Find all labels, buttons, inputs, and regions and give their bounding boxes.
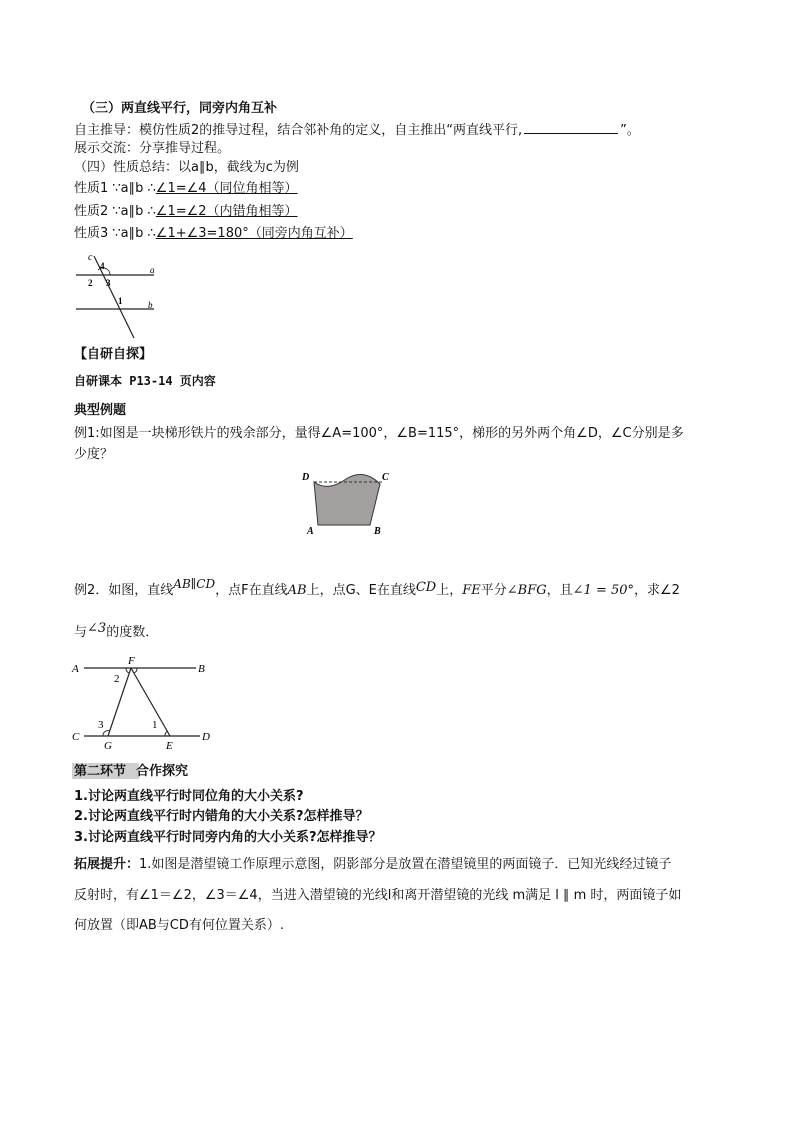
- fill-blank[interactable]: [524, 121, 618, 134]
- fig1-label-b: b: [148, 300, 153, 310]
- example-2-line-2: 与∠3的度数．: [74, 621, 159, 640]
- parallel-triangle-figure: [70, 656, 218, 754]
- property-1-conclusion: ∠1=∠4（同位角相等）: [155, 181, 298, 196]
- example-2-line-1: 例2．如图，直线AB∥CD，点F在直线AB上，点G、E在直线CD上，FE平分∠BFG，且∠1 = 50°，求∠2: [74, 577, 680, 598]
- trap-label-D: D: [302, 472, 310, 483]
- extension-label: 拓展提升：: [74, 857, 140, 872]
- trap-label-C: C: [382, 472, 389, 483]
- fig2-label-D: D: [202, 731, 210, 743]
- example-1-line-1: 例1:如图是一块梯形铁片的残余部分，量得∠A=100°，∠B=115°，梯形的另外两个角∠D，∠C分别是多: [74, 426, 684, 441]
- section-2-subtitle: 合作探究: [136, 764, 189, 779]
- fig2-label-G: G: [104, 740, 112, 752]
- extension-line-1: 拓展提升：1.如图是潜望镜工作原理示意图，阴影部分是放置在潜望镜里的两面镜子．已知光线经过镜子: [74, 857, 672, 872]
- property-3-conclusion: ∠1+∠3=180°（同旁内角互补）: [155, 226, 353, 241]
- trap-label-B: B: [374, 526, 381, 537]
- fig1-angle-1: 1: [118, 296, 123, 306]
- question-1: 1.讨论两直线平行时同位角的大小关系?: [74, 789, 304, 804]
- trap-label-A: A: [307, 526, 314, 537]
- fig1-label-c: c: [88, 252, 93, 263]
- share-text: 展示交流：分享推导过程。: [74, 141, 231, 156]
- fig2-label-C: C: [72, 731, 80, 743]
- fig1-angle-3: 3: [106, 278, 111, 288]
- property-1: 性质1 ∵a∥b ∴∠1=∠4（同位角相等）: [74, 181, 298, 196]
- derive-end: ”。: [620, 123, 640, 138]
- trapezoid-figure: [298, 466, 398, 538]
- fig2-angle-3: 3: [98, 719, 104, 731]
- extension-line-3: 何放置（即AB与CD有何位置关系）.: [74, 918, 285, 933]
- math-ab-parallel-cd: AB∥CD: [173, 577, 216, 591]
- question-2: 2.讨论两直线平行时内错角的大小关系?怎样推导？: [74, 809, 369, 824]
- section-4-heading: （四）性质总结：以a∥b，截线为c为例: [74, 160, 299, 175]
- fig2-label-A: A: [72, 663, 79, 675]
- fig2-angle-1: 1: [152, 719, 158, 731]
- fig1-angle-4: 4: [100, 261, 105, 271]
- section-2-title: 第二环节 合作探究: [74, 764, 189, 779]
- fig2-label-F: F: [128, 656, 135, 667]
- derive-instruction: [74, 121, 640, 139]
- property-3: 性质3 ∵a∥b ∴∠1+∠3=180°（同旁内角互补）: [74, 226, 353, 241]
- extension-line-2: 反射时，有∠1＝∠2，∠3＝∠4，当进入潜望镜的光线l和离开潜望镜的光线 m满足 l ∥ m 时，两面镜子如: [74, 888, 682, 903]
- derive-text: 自主推导：模仿性质2的推导过程，结合邻补角的定义，自主推出“两直线平行,: [74, 123, 523, 138]
- property-2: 性质2 ∵a∥b ∴∠1=∠2（内错角相等）: [74, 204, 298, 219]
- parallel-lines-figure: [72, 248, 162, 340]
- examples-heading: 典型例题: [74, 403, 127, 418]
- fig2-label-E: E: [166, 740, 173, 752]
- section-3-heading: （三）两直线平行，同旁内角互补: [82, 101, 278, 116]
- fig2-angle-2: 2: [114, 673, 120, 685]
- self-study-heading: 【自研自探】: [74, 347, 153, 362]
- self-study-text: 自研课本 P13-14 页内容: [74, 374, 216, 388]
- example-1-line-2: 少度？: [74, 447, 114, 462]
- fig1-angle-2: 2: [88, 278, 93, 288]
- property-2-conclusion: ∠1=∠2（内错角相等）: [155, 204, 298, 219]
- fig1-label-a: a: [150, 265, 155, 275]
- question-3: 3.讨论两直线平行时同旁内角的大小关系?怎样推导？: [74, 830, 382, 845]
- fig2-label-B: B: [198, 663, 205, 675]
